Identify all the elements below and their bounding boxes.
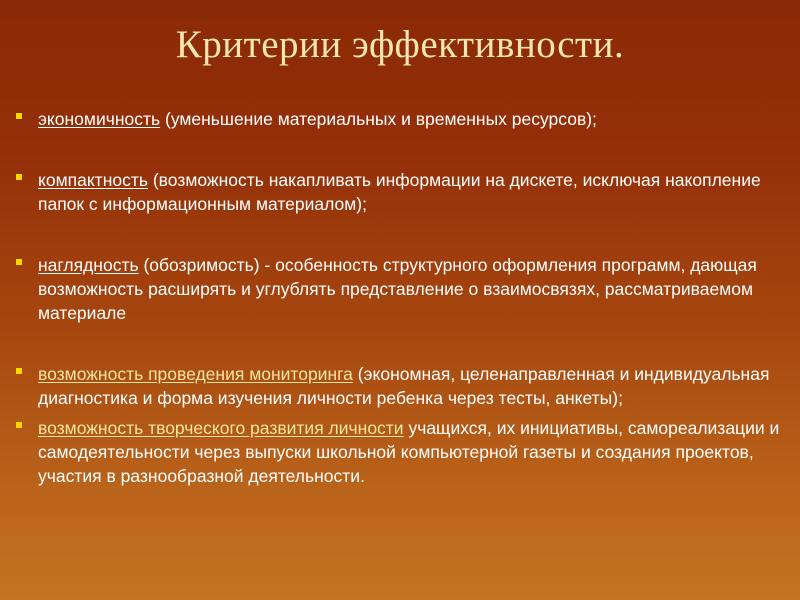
criterion-term: наглядность: [38, 255, 139, 275]
square-bullet-icon: [16, 259, 22, 265]
criteria-list: [16, 107, 792, 488]
criterion-description: (уменьшение материальных и временных ресурсов);: [160, 109, 597, 129]
square-bullet-icon: [16, 422, 22, 428]
square-bullet-icon: [16, 174, 22, 180]
criterion-term: возможность проведения мониторинга: [38, 364, 353, 384]
criterion-description: (экономная, целенаправленная и индивидуальная диагностика и форма изучения личности ребенка через тесты, анкеты);: [38, 364, 770, 408]
criterion-term: компактность: [38, 170, 148, 190]
criterion-term: возможность творческого развития личности: [38, 418, 404, 438]
square-bullet-icon: [16, 113, 22, 119]
square-bullet-icon: [16, 368, 22, 374]
list-item: [16, 253, 792, 325]
list-item: [16, 416, 792, 488]
criterion-term: экономичность: [38, 109, 161, 129]
criterion-description: (возможность накапливать информации на дискете, исключая накопление папок с информационным материалом);: [38, 170, 761, 214]
list-item: [16, 168, 792, 216]
list-item: [16, 107, 792, 131]
criterion-description: (обозримость) - особенность структурного оформления программ, дающая возможность расширять и углублять представление о взаимосвязях, рассматриваемом материале: [38, 255, 757, 323]
list-item: [16, 362, 792, 410]
slide-title: Критерии эффективности.: [175, 23, 625, 66]
criterion-description: учащихся, их инициативы, самореализации и самодеятельности через выпуски школьной компьютерной газеты и создания проектов, участия в разнообразной деятельности.: [38, 418, 780, 486]
